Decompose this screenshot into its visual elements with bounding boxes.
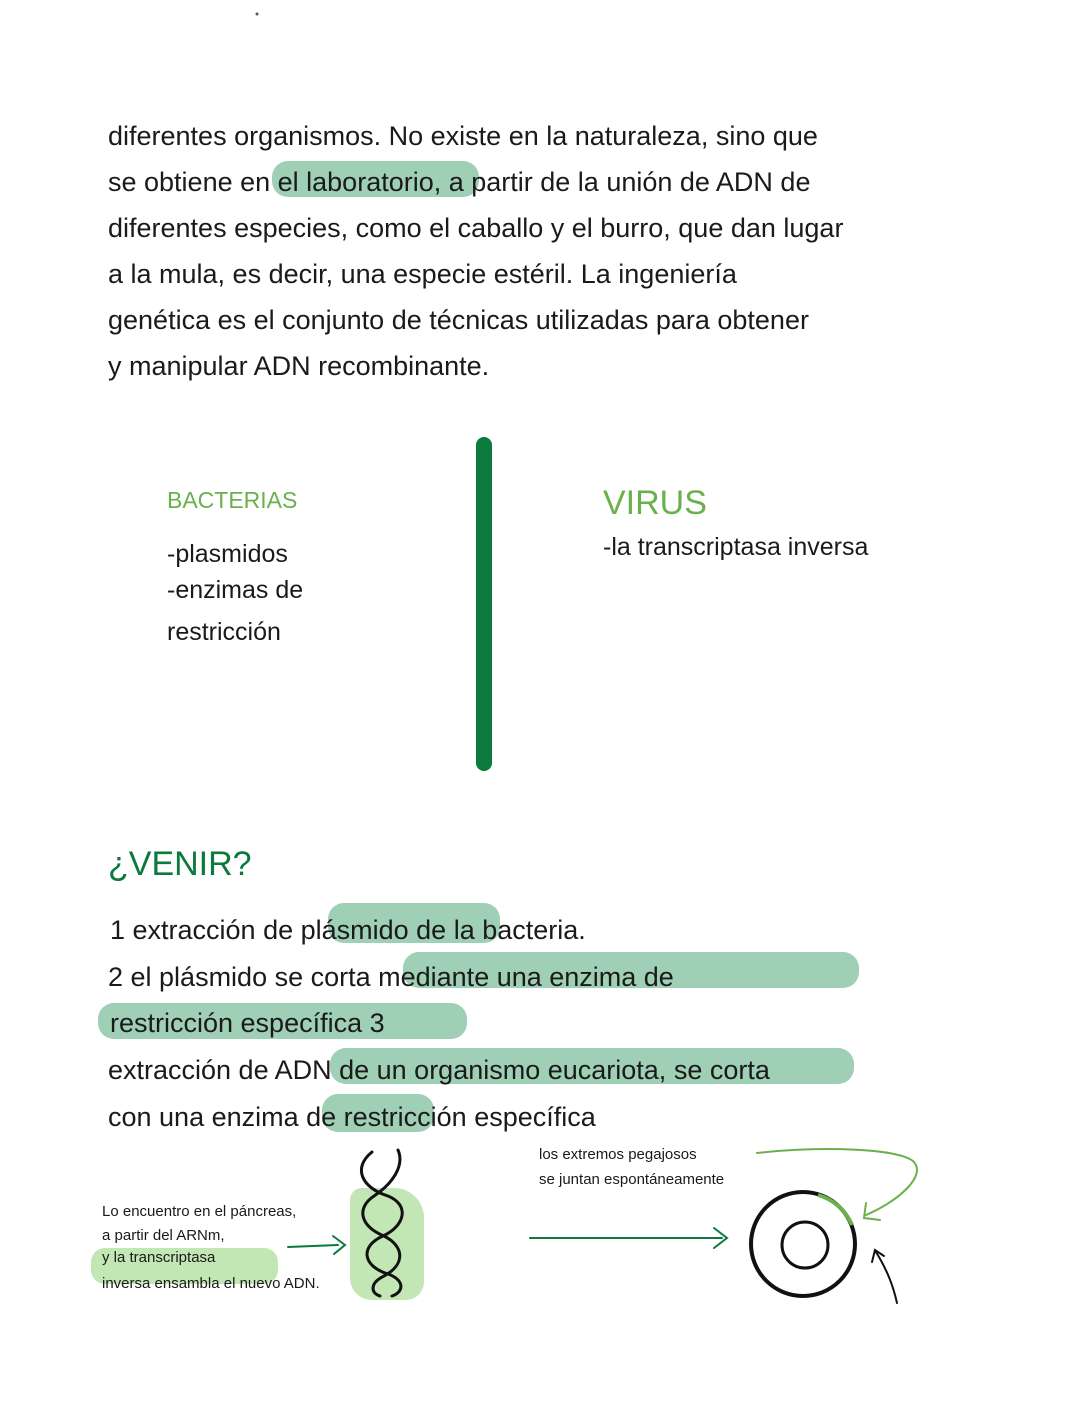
intro-line: a la mula, es decir, una especie estéril. La ingeniería: [108, 259, 737, 289]
virus-title: VIRUS: [603, 484, 707, 522]
curved-arrow-icon: [757, 1149, 917, 1220]
step-line: extracción de ADN de un organismo eucariota, se corta: [108, 1055, 770, 1085]
note-left-line: Lo encuentro en el páncreas,: [102, 1203, 297, 1220]
arrow-to-plasmid-icon: [530, 1228, 727, 1248]
step-line: con una enzima de restricción específica: [108, 1102, 596, 1132]
note-left-line: inversa ensambla el nuevo ADN.: [102, 1275, 320, 1292]
intro-line: genética es el conjunto de técnicas utilizadas para obtener: [108, 305, 809, 335]
virus-item: -la transcriptasa inversa: [603, 533, 869, 561]
bacteria-item: -plasmidos: [167, 540, 288, 568]
bacteria-item: restricción: [167, 618, 281, 646]
dna-helix-icon: [361, 1150, 402, 1296]
steps-heading: ¿VENIR?: [108, 845, 252, 883]
note-right-line: los extremos pegajosos: [539, 1146, 697, 1163]
step-line: 1 extracción de plásmido de la bacteria.: [110, 915, 586, 945]
stray-dot: [256, 13, 259, 16]
note-right-line: se juntan espontáneamente: [539, 1171, 725, 1188]
step-line: 2 el plásmido se corta mediante una enzima de: [108, 962, 674, 992]
small-arrow-icon: [872, 1250, 897, 1303]
note-left-line: y la transcriptasa: [102, 1249, 216, 1266]
note-left-line: a partir del ARNm,: [102, 1227, 225, 1244]
intro-line: y manipular ADN recombinante.: [108, 351, 490, 381]
bacteria-title: BACTERIAS: [167, 487, 298, 513]
intro-line: diferentes organismos. No existe en la naturaleza, sino que: [108, 121, 818, 151]
bacteria-item: -enzimas de: [167, 576, 304, 604]
arrow-to-dna-icon: [288, 1236, 345, 1254]
intro-line: se obtiene en el laboratorio, a partir de la unión de ADN de: [108, 167, 811, 197]
step-line: restricción específica 3: [110, 1008, 385, 1038]
plasmid-ring-icon: [751, 1192, 855, 1296]
intro-line: diferentes especies, como el caballo y el burro, que dan lugar: [108, 213, 844, 243]
